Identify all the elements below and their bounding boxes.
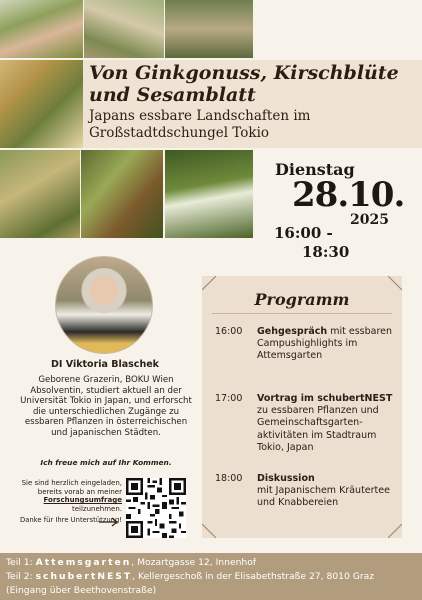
program-item-time: 17:00	[215, 393, 243, 404]
program-item-time: 18:00	[215, 473, 243, 484]
event-year: 2025	[350, 212, 389, 228]
program-item-text: mit Japanischem Kräutertee und Knabbereien	[257, 485, 390, 509]
photo-hand-leaves	[0, 0, 83, 58]
survey-text	[6, 479, 122, 513]
photo-urban-garden	[165, 0, 253, 58]
program-item	[257, 393, 397, 454]
event-subtitle: Japans essbare Landschaften im Großstadtdschungel Tokio	[89, 108, 311, 141]
photo-white-flower	[165, 150, 253, 238]
footer-entrance-note: (Eingang über Beethovenstraße)	[6, 585, 157, 596]
photo-chestnuts	[81, 150, 163, 238]
survey-link[interactable]: Forschungsumfrage	[43, 496, 122, 505]
event-time-start: 16:00 -	[274, 224, 333, 242]
corner-ornament-icon	[202, 276, 216, 290]
program-heading: Programm	[254, 290, 350, 309]
corner-ornament-icon	[202, 524, 216, 538]
program-item	[257, 326, 397, 363]
photo-autumn-shrub	[0, 150, 80, 238]
speaker-portrait	[55, 256, 153, 354]
program-item-time: 16:00	[215, 326, 243, 337]
photo-garden-path	[84, 0, 164, 58]
program-item-text: mit essbaren Campushighlights im Attemsgarten	[257, 326, 393, 362]
qr-code-icon[interactable]	[126, 478, 186, 538]
event-title: Von Ginkgonuss, Kirschblüte und Sesamblatt	[89, 62, 399, 106]
footer-part-2-place: schubertNEST	[35, 571, 133, 582]
speaker-bio: Geborene Grazerin, BOKU Wien Absolventin, studiert aktuell an der Universität Tokio in Japan, und erforscht die unterschiedlichen Zugänge zu essbaren Pflanzen in österreichischen und japanischen Städten.	[20, 375, 192, 438]
invite-text: Ich freue mich auf Ihr Kommen.	[40, 458, 172, 467]
survey-line-1: Sie sind herzlich eingeladen,	[21, 479, 122, 487]
footer-part-1	[6, 557, 256, 568]
footer-part-2-label: Teil 2:	[6, 571, 33, 582]
footer-part-1-place: Attemsgarten	[35, 557, 132, 568]
program-item-title: Diskussion	[257, 473, 315, 484]
corner-ornament-icon	[388, 276, 402, 290]
photo-ginkgo-leaves	[0, 60, 83, 148]
event-date: 28.10.	[292, 175, 405, 215]
event-weekday: Dienstag	[275, 160, 355, 179]
survey-line-2: bereits vorab an meiner	[37, 487, 122, 496]
corner-ornament-icon	[388, 524, 402, 538]
program-item-text: zu essbaren Pflanzen und Gemeinschaftsgarten-aktivitäten im Stadtraum Tokio, Japan	[257, 405, 379, 453]
speaker-name: DI Viktoria Blaschek	[51, 359, 159, 370]
event-time-end: 18:30	[302, 243, 350, 261]
arrow-right-icon	[98, 516, 120, 528]
footer-part-1-address: , Mozartgasse 12, Innenhof	[131, 557, 257, 568]
footer-part-2	[6, 571, 374, 582]
footer-part-1-label: Teil 1:	[6, 557, 33, 568]
program-item	[257, 473, 397, 510]
survey-line-3: teilzunehmen.	[71, 504, 122, 513]
thanks-label: Danke für Ihre Unterstützung!	[19, 516, 122, 524]
footer-part-2-address: , Kellergeschoß in der Elisabethstraße 27, 8010 Graz	[132, 571, 375, 582]
program-item-title: Gehgespräch	[257, 326, 328, 337]
program-divider	[212, 313, 392, 314]
program-item-title: Vortrag im schubertNEST	[257, 393, 393, 404]
